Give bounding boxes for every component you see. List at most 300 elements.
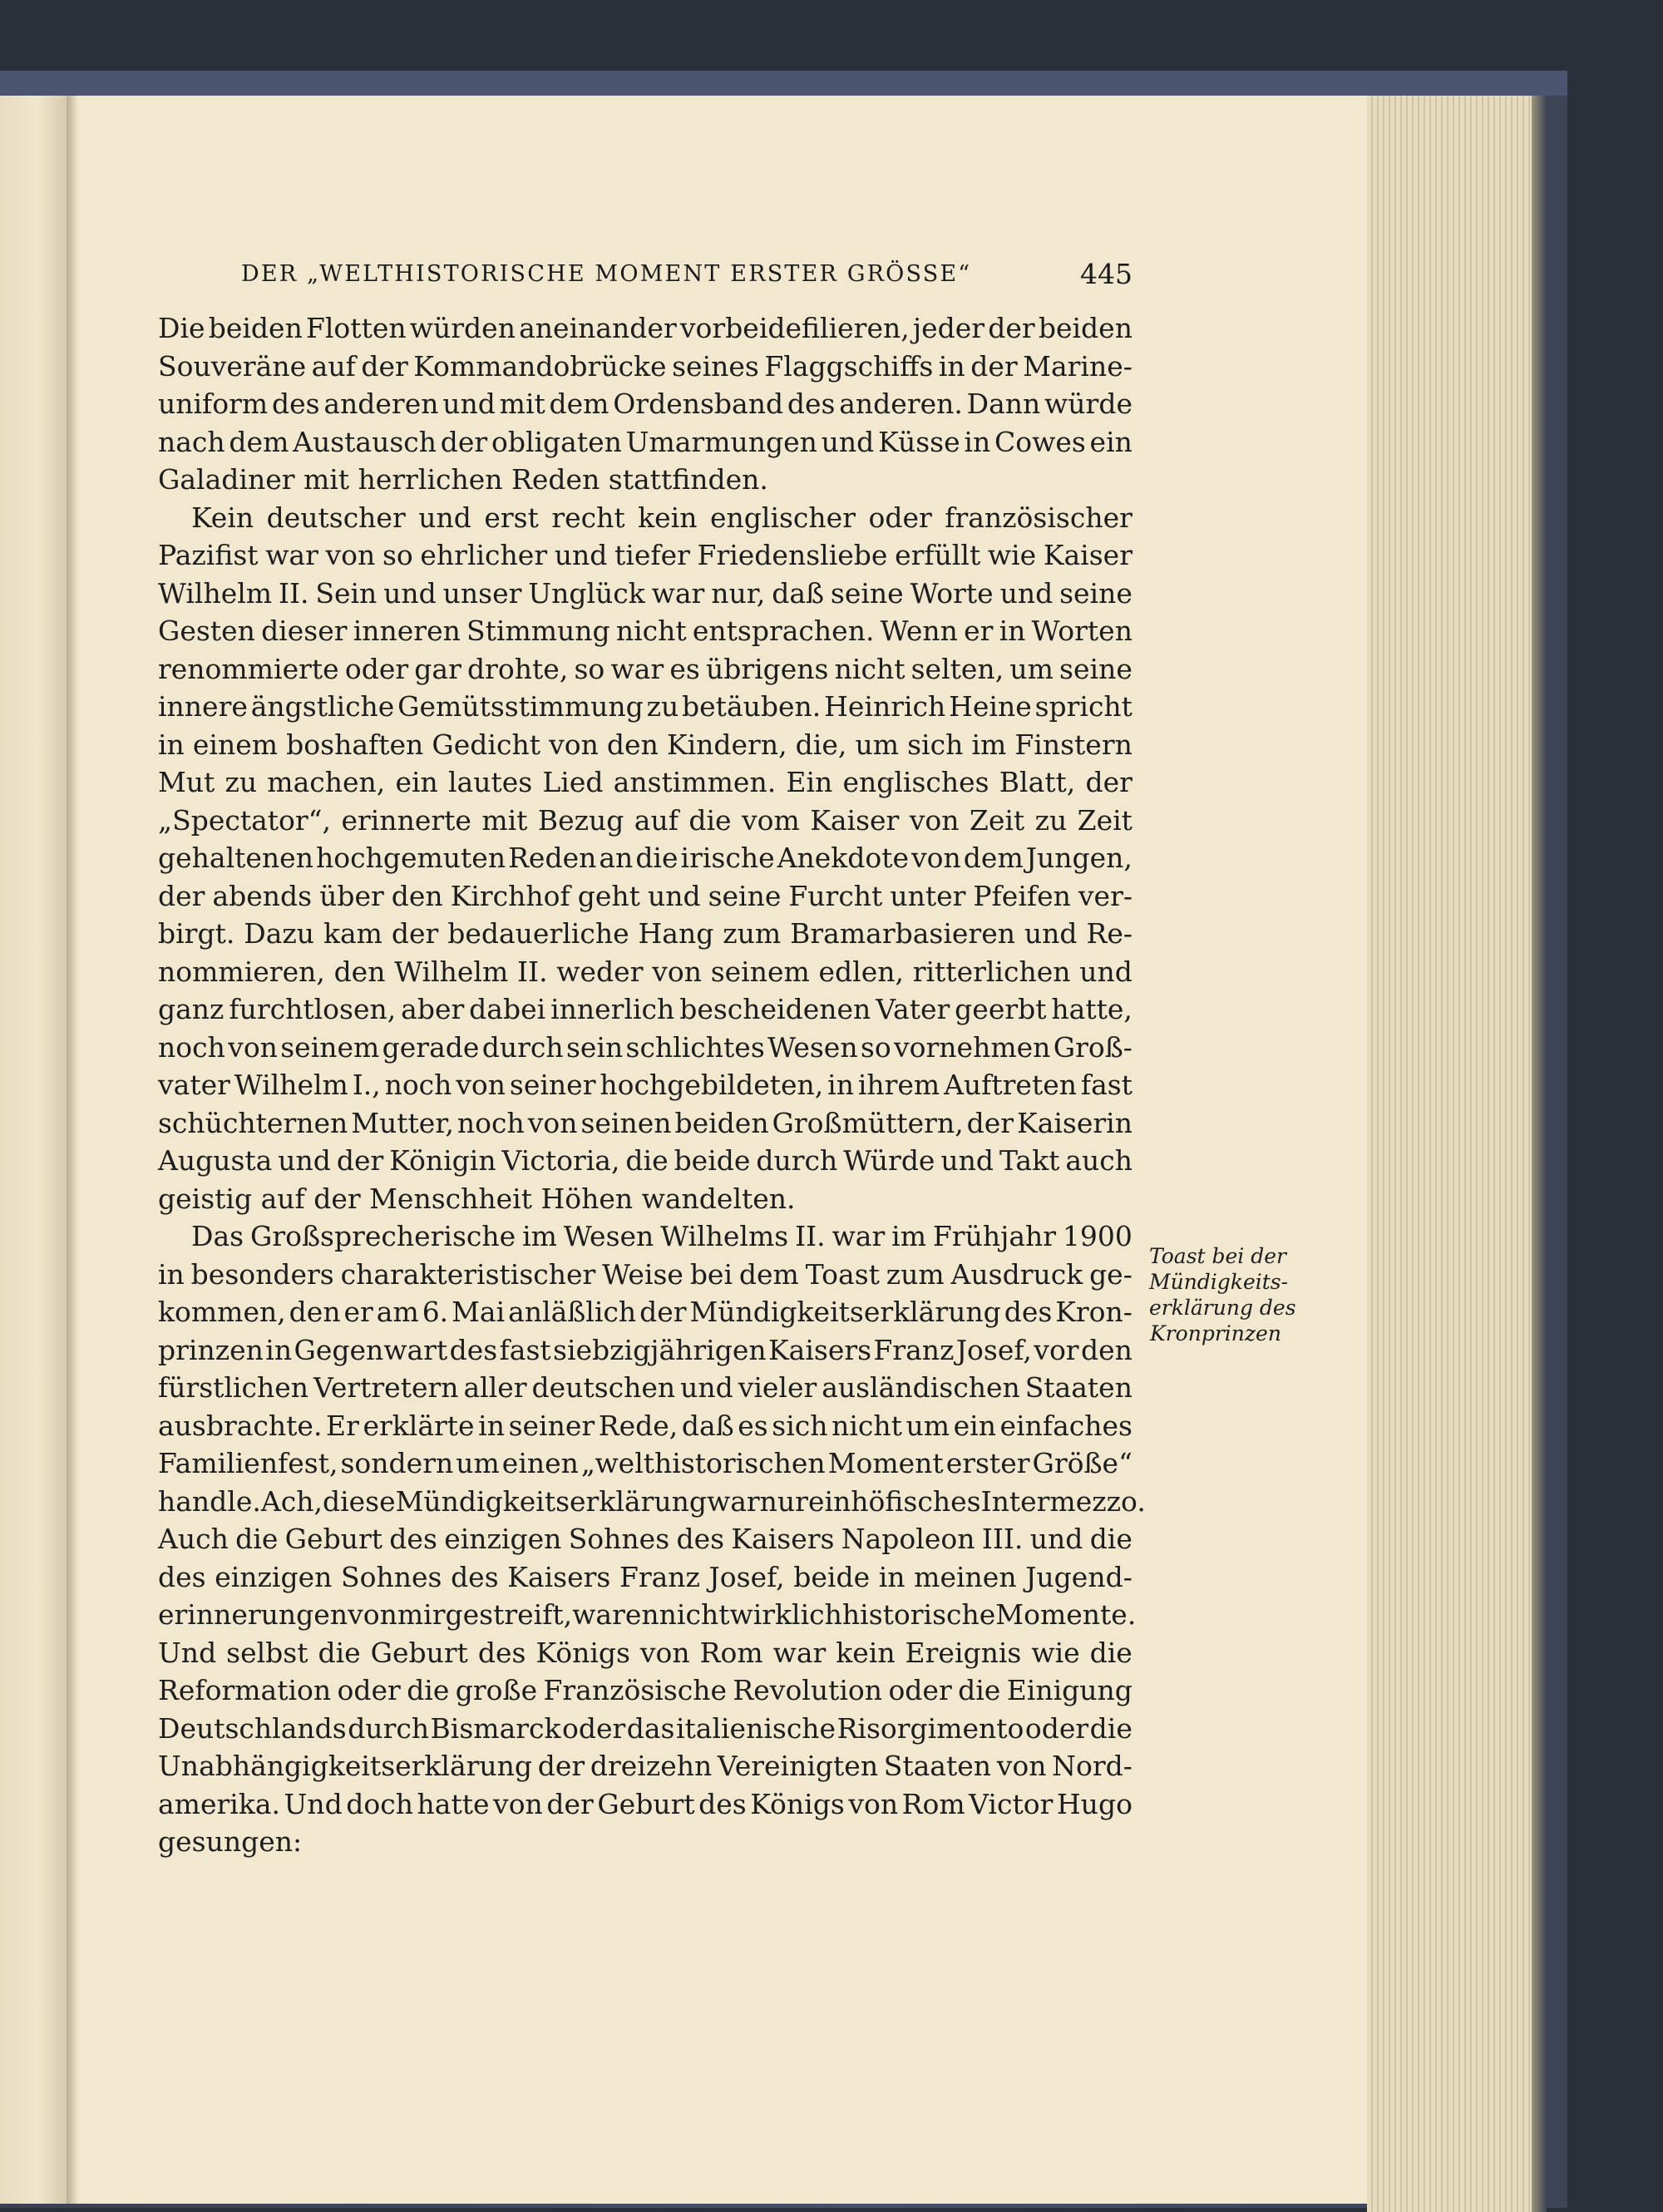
word: Ereignis xyxy=(905,1636,1022,1669)
word: unter xyxy=(890,879,966,912)
word: abends xyxy=(212,879,313,912)
word: nur xyxy=(759,1484,808,1518)
word: durch xyxy=(481,1030,564,1064)
word: Weise xyxy=(602,1257,683,1291)
word: beiden xyxy=(1038,312,1133,344)
text-line xyxy=(158,1710,1133,1748)
word: Frühjahr xyxy=(932,1220,1057,1252)
word: anderen xyxy=(323,388,439,420)
word: Französische xyxy=(543,1674,728,1706)
word: sein xyxy=(565,1030,624,1064)
word: nicht xyxy=(834,652,906,685)
word: zu xyxy=(225,766,258,798)
margin-note-line: Kronprinzen xyxy=(1150,1321,1281,1345)
word: englisches xyxy=(842,766,989,798)
text-line xyxy=(158,802,1133,840)
word: obligaten xyxy=(491,425,622,458)
word: Kein xyxy=(191,501,254,534)
word: Deutschlands xyxy=(158,1711,347,1745)
word: siebzigjährigen xyxy=(553,1333,767,1366)
word: in xyxy=(964,425,991,458)
word: Ein xyxy=(786,766,833,798)
word: von xyxy=(911,842,961,874)
word: Einigung xyxy=(1006,1674,1133,1706)
word: Re- xyxy=(1086,917,1133,950)
word: die xyxy=(235,1523,279,1555)
word: dieser xyxy=(261,615,348,647)
word: so xyxy=(860,1030,891,1064)
word: Vater xyxy=(876,993,950,1025)
word: sich xyxy=(772,1409,828,1442)
word: durch xyxy=(348,1711,430,1745)
word: Worten xyxy=(1031,615,1133,647)
word: hochgemuten xyxy=(315,842,506,874)
word: des xyxy=(477,1636,526,1669)
word: einzigen xyxy=(215,1560,333,1593)
word: in xyxy=(158,728,185,761)
word: oder xyxy=(868,501,932,534)
word: würden xyxy=(409,312,516,344)
word: um xyxy=(1009,652,1054,685)
text-line xyxy=(158,1256,1133,1294)
word: anstimmen. xyxy=(613,766,777,798)
text-line xyxy=(158,1293,1133,1331)
word: Wilhelm xyxy=(234,1069,348,1101)
word: war xyxy=(772,1636,827,1669)
word: Größe“ xyxy=(1032,1447,1133,1479)
text-line xyxy=(158,1520,1133,1558)
word: Revolution xyxy=(733,1674,883,1706)
word: seine xyxy=(1059,652,1133,685)
text-line xyxy=(158,1217,1133,1256)
word: ein xyxy=(1089,425,1133,458)
word: die, xyxy=(795,728,847,761)
word: Gesten xyxy=(158,615,255,647)
word: gar xyxy=(414,652,461,685)
word: Flaggschiffs xyxy=(764,349,934,383)
word: er xyxy=(964,615,994,647)
text-line: gesungen: xyxy=(158,1825,303,1858)
word: mir xyxy=(397,1598,446,1631)
word: die xyxy=(635,842,679,874)
word: Küsse xyxy=(878,425,960,458)
word: nach xyxy=(158,425,225,458)
word: war xyxy=(706,1484,760,1518)
text-line xyxy=(158,1066,1133,1104)
word: unser xyxy=(442,576,522,610)
word: Augusta xyxy=(158,1144,273,1177)
word: II. xyxy=(795,1220,826,1252)
word: das xyxy=(626,1711,675,1745)
word: oder xyxy=(561,1711,626,1745)
word: dem xyxy=(229,425,289,458)
word: der xyxy=(336,1144,384,1177)
word: Jugend- xyxy=(1025,1560,1133,1593)
word: Franz xyxy=(873,1333,955,1366)
word: Risorgimento xyxy=(836,1711,1024,1745)
text-line xyxy=(158,1483,1146,1521)
word: weder xyxy=(556,955,644,988)
word: amerika. xyxy=(158,1787,280,1820)
page-edges xyxy=(1367,96,1532,2212)
text-line xyxy=(158,1407,1133,1445)
word: Umarmungen xyxy=(625,425,817,458)
word: Auftreten xyxy=(944,1069,1077,1101)
running-header xyxy=(241,258,1133,294)
word: höfisches xyxy=(851,1484,981,1518)
text-line xyxy=(158,1671,1133,1710)
text-line xyxy=(158,612,1133,650)
word: übrigens xyxy=(705,652,829,685)
word: bescheidenen xyxy=(679,993,871,1025)
word: im xyxy=(971,728,1007,761)
text-line xyxy=(158,1369,1133,1407)
word: betäuben. xyxy=(682,690,822,723)
word: vorbeidefilieren, xyxy=(679,312,910,344)
word: war xyxy=(651,576,705,610)
word: drohte, xyxy=(467,652,569,685)
word: Wesen xyxy=(767,1030,858,1064)
word: und xyxy=(680,1371,733,1404)
word: oder xyxy=(337,1674,401,1706)
word: einzigen xyxy=(444,1523,562,1555)
word: von xyxy=(848,1787,899,1820)
word: des xyxy=(158,1560,206,1593)
word: von xyxy=(527,1106,578,1139)
word: gehaltenen xyxy=(158,842,313,874)
word: um xyxy=(456,1447,500,1479)
word: Kaiser xyxy=(1043,539,1133,571)
word: dabei xyxy=(469,993,546,1025)
word: wie xyxy=(987,539,1037,571)
word: meinen xyxy=(914,1560,1017,1593)
word: des xyxy=(451,1560,499,1593)
word: selten, xyxy=(910,652,1004,685)
word: so xyxy=(574,652,605,685)
word: mit xyxy=(499,388,545,420)
word: und xyxy=(418,501,471,534)
word: den xyxy=(289,1296,341,1328)
text-line xyxy=(158,1331,1133,1370)
word: Cowes xyxy=(994,425,1086,458)
word: seinem xyxy=(280,1030,380,1064)
word: in xyxy=(827,1069,854,1101)
word: von xyxy=(325,539,376,571)
word: furchtlosen, xyxy=(229,993,397,1025)
word: II. xyxy=(517,955,548,988)
word: Gedicht xyxy=(432,728,540,761)
word: seiner xyxy=(508,1409,595,1442)
word: Kindern, xyxy=(666,728,787,761)
word: noch xyxy=(384,1069,452,1101)
word: von xyxy=(348,1598,397,1631)
text-line xyxy=(158,1785,1133,1824)
word: beiden xyxy=(674,1106,769,1139)
word: Jungen, xyxy=(1025,842,1133,874)
word: und xyxy=(1079,955,1133,988)
word: von xyxy=(909,803,960,837)
word: erinnerungen xyxy=(158,1598,348,1631)
word: 6. xyxy=(422,1296,449,1328)
word: aneinander xyxy=(519,312,677,344)
word: ein xyxy=(395,766,438,798)
word: Pfeifen xyxy=(973,879,1071,912)
word: französischer xyxy=(945,501,1133,534)
word: die xyxy=(1089,1711,1133,1745)
word: Das xyxy=(191,1220,244,1252)
word: Wesen xyxy=(563,1220,654,1252)
word: der xyxy=(966,1106,1014,1139)
word: Bramarbasieren xyxy=(790,917,1015,950)
word: des xyxy=(271,388,320,420)
word: Würde xyxy=(843,1144,935,1177)
word: sich xyxy=(907,728,964,761)
word: Großsprecherische xyxy=(249,1220,516,1252)
word: machen, xyxy=(267,766,386,798)
word: Groß- xyxy=(1053,1030,1133,1064)
text-line xyxy=(158,499,1133,537)
word: Bezug xyxy=(537,803,624,837)
word: vieler xyxy=(738,1371,817,1404)
word: hatte xyxy=(417,1787,490,1820)
text-line xyxy=(158,1029,1133,1067)
word: Austausch xyxy=(293,425,437,458)
word: im xyxy=(891,1220,927,1252)
page-edge-shadow xyxy=(1532,96,1547,2212)
word: Vereinigten xyxy=(717,1750,879,1782)
word: Königs xyxy=(750,1787,845,1820)
word: von xyxy=(652,955,702,988)
word: italienische xyxy=(675,1711,836,1745)
word: des xyxy=(1004,1296,1053,1328)
word: über xyxy=(319,879,384,912)
word: Friedensliebe xyxy=(697,539,888,571)
word: der xyxy=(1085,766,1133,798)
word: einfaches xyxy=(999,1409,1133,1442)
word: Mündigkeitserklärung xyxy=(395,1484,707,1518)
word: spricht xyxy=(1034,690,1133,723)
word: Staaten xyxy=(883,1750,992,1782)
word: erklärte xyxy=(363,1409,475,1442)
word: auch xyxy=(1065,1144,1133,1177)
word: am xyxy=(376,1296,419,1328)
word: Moment xyxy=(827,1447,944,1479)
word: kam xyxy=(323,917,382,950)
word: von xyxy=(493,1787,543,1820)
word: war xyxy=(265,539,318,571)
body-text xyxy=(158,309,1146,1861)
left-page-edge xyxy=(0,96,67,2204)
word: Auch xyxy=(158,1523,229,1555)
word: Mai xyxy=(452,1296,506,1328)
word: Hugo xyxy=(1056,1787,1133,1820)
word: besonders xyxy=(190,1257,334,1291)
word: beiden xyxy=(208,312,303,344)
word: vor xyxy=(1034,1333,1079,1366)
word: ganz xyxy=(158,993,225,1025)
word: Und xyxy=(158,1636,217,1669)
word: der xyxy=(158,879,205,912)
word: große xyxy=(455,1674,538,1706)
word: Wilhelm xyxy=(394,955,509,988)
word: Königin xyxy=(389,1144,496,1177)
word: Heine xyxy=(949,690,1032,723)
word: zu xyxy=(1034,803,1068,837)
word: innerlich xyxy=(550,993,675,1025)
word: zum xyxy=(723,917,782,950)
word: Franz xyxy=(619,1560,700,1593)
word: boshaften xyxy=(286,728,424,761)
word: Dann xyxy=(966,388,1041,420)
text-line xyxy=(158,877,1133,916)
word: dem xyxy=(963,842,1024,874)
text-line xyxy=(158,348,1133,386)
word: und xyxy=(383,576,437,610)
word: in xyxy=(265,1333,293,1366)
text-line xyxy=(158,688,1133,726)
word: Rom xyxy=(901,1787,965,1820)
word: Familienfest, xyxy=(158,1447,338,1479)
word: Ausdruck xyxy=(950,1257,1083,1291)
word: des xyxy=(449,1333,498,1366)
text-line xyxy=(158,1142,1133,1180)
text-line xyxy=(158,990,1133,1029)
word: sondern xyxy=(340,1447,454,1479)
word: Sohnes xyxy=(568,1523,670,1555)
word: vater xyxy=(158,1069,230,1101)
word: prinzen xyxy=(158,1333,264,1366)
word: es xyxy=(738,1409,768,1442)
word: ein xyxy=(807,1484,851,1518)
word: es xyxy=(669,652,700,685)
word: Reformation xyxy=(158,1674,332,1706)
word: ge- xyxy=(1089,1257,1133,1291)
page-number: 445 xyxy=(1080,258,1133,290)
word: Unglück xyxy=(528,576,645,610)
word: geht xyxy=(577,879,640,912)
word: um xyxy=(906,1409,950,1442)
word: des xyxy=(389,1523,437,1555)
word: Mut xyxy=(158,766,215,798)
word: fast xyxy=(1080,1069,1133,1101)
word: den xyxy=(391,879,443,912)
word: Josef, xyxy=(708,1560,785,1593)
word: geerbt xyxy=(955,993,1047,1025)
word: Nord- xyxy=(1052,1750,1133,1782)
text-line xyxy=(158,1444,1133,1483)
word: lautes xyxy=(447,766,533,798)
text-line xyxy=(158,1634,1133,1672)
word: Königs xyxy=(535,1636,630,1669)
word: Kaiser xyxy=(810,803,900,837)
word: ein xyxy=(953,1409,996,1442)
text-line: Galadiner mit herrlichen Reden stattfinden. xyxy=(158,463,768,496)
word: durch xyxy=(756,1144,838,1177)
text-line xyxy=(158,953,1133,991)
word: in xyxy=(478,1409,505,1442)
word: in xyxy=(878,1560,906,1593)
word: edlen, xyxy=(818,955,904,988)
word: kein xyxy=(638,501,698,534)
word: Lied xyxy=(542,766,604,798)
word: innere xyxy=(158,690,248,723)
word: seine xyxy=(830,576,904,610)
word: vornehmen xyxy=(894,1030,1051,1064)
word: Flotten xyxy=(305,312,407,344)
word: Vertretern xyxy=(313,1371,459,1404)
word: Dazu xyxy=(244,917,315,950)
word: Wenn xyxy=(880,615,958,647)
word: seine xyxy=(1059,576,1133,610)
word: charakteristischer xyxy=(340,1257,596,1291)
word: nicht xyxy=(832,1409,902,1442)
word: der xyxy=(391,917,439,950)
word: nur, xyxy=(711,576,766,610)
word: fürstlichen xyxy=(158,1371,309,1404)
word: gerade xyxy=(382,1030,480,1064)
word: Josef, xyxy=(955,1333,1032,1366)
word: inneren xyxy=(353,615,461,647)
word: in xyxy=(158,1257,185,1291)
word: der xyxy=(546,1787,594,1820)
word: Bismarck xyxy=(430,1711,561,1745)
word: selbst xyxy=(226,1636,308,1669)
word: nicht xyxy=(659,1598,730,1631)
word: Victor xyxy=(969,1787,1054,1820)
word: zu xyxy=(646,690,679,723)
word: englischer xyxy=(709,501,856,534)
word: Kaisers xyxy=(731,1523,835,1555)
word: Zeit xyxy=(969,803,1025,837)
text-line xyxy=(158,1104,1133,1143)
word: Großmüttern, xyxy=(772,1106,964,1139)
word: Gegenwart xyxy=(294,1333,448,1366)
text-line xyxy=(158,423,1133,462)
word: uniform xyxy=(158,388,269,420)
word: die xyxy=(958,1674,1001,1706)
text-line xyxy=(158,536,1133,575)
word: irische xyxy=(680,842,775,874)
word: in xyxy=(999,615,1026,647)
word: Rom xyxy=(699,1636,763,1669)
word: kommen, xyxy=(158,1296,286,1328)
text-line xyxy=(158,763,1133,802)
word: renommierte xyxy=(158,652,339,685)
word: Unabhängigkeitserklärung xyxy=(158,1750,533,1782)
word: seine xyxy=(708,879,782,912)
word: im xyxy=(522,1220,557,1252)
margin-note-line: erklärung des xyxy=(1149,1296,1296,1320)
word: ausbrachte. xyxy=(158,1409,323,1442)
word: entsprachen. xyxy=(692,615,875,647)
word: beide xyxy=(674,1144,751,1177)
word: die xyxy=(688,803,732,837)
word: würde xyxy=(1044,388,1133,420)
word: beide xyxy=(793,1560,871,1593)
margin-note-line: Toast bei der xyxy=(1149,1244,1287,1268)
word: aller xyxy=(463,1371,527,1404)
word: Und xyxy=(284,1787,343,1820)
word: 1900 xyxy=(1062,1220,1133,1252)
word: der xyxy=(639,1296,687,1328)
text-line xyxy=(158,839,1133,877)
word: und xyxy=(821,425,875,458)
word: I., xyxy=(352,1069,381,1101)
word: der xyxy=(440,425,488,458)
word: schlichtes xyxy=(625,1030,765,1064)
word: wie xyxy=(1031,1636,1080,1669)
word: deutscher xyxy=(266,501,406,534)
